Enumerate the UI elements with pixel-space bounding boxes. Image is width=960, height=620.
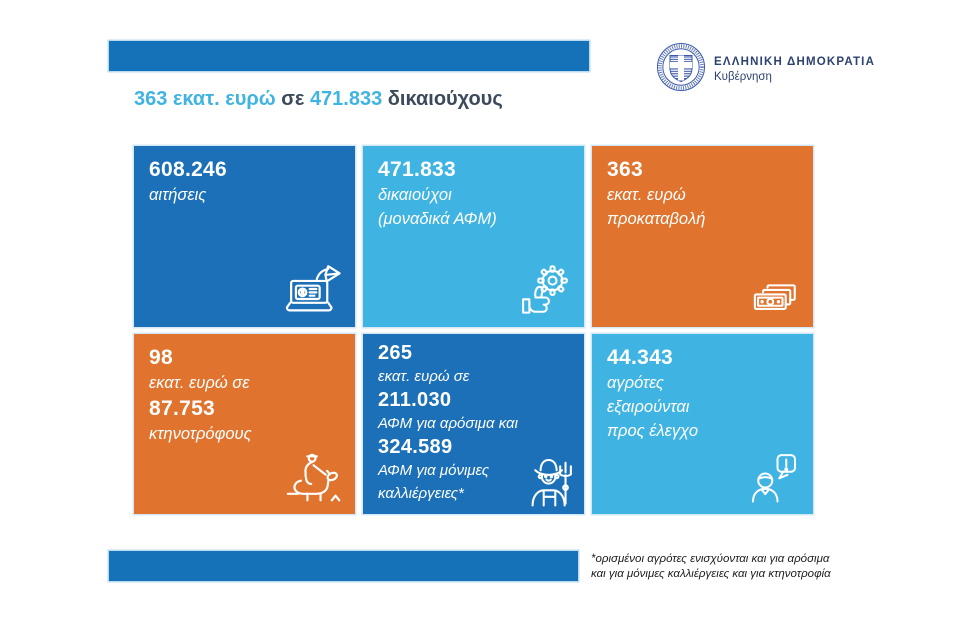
- stat-number: 44.343: [607, 346, 674, 369]
- banknotes-icon: [744, 260, 802, 318]
- stat-label: εκατ. ευρώ σε: [378, 368, 470, 385]
- top-accent-bar: [109, 41, 589, 71]
- stat-number: 98: [149, 346, 173, 369]
- stat-label: προκαταβολή: [607, 210, 706, 228]
- stat-label: εξαιρούνται: [607, 398, 690, 416]
- government-logo: [656, 42, 875, 97]
- shepherd-sheep-icon: [284, 447, 344, 505]
- stat-number: 363: [607, 158, 643, 181]
- cards-grid: [134, 146, 813, 514]
- bottom-accent-bar: [109, 551, 578, 581]
- stat-label: ΑΦΜ για μόνιμες: [378, 462, 489, 479]
- card-text: [607, 344, 803, 443]
- stat-label: εκατ. ευρώ σε: [149, 374, 250, 392]
- stat-label: εκατ. ευρώ: [607, 186, 686, 204]
- footnote: [591, 552, 831, 581]
- stat-number: 211.030: [378, 389, 452, 411]
- title-amount: 363 εκατ. ευρώ: [134, 88, 276, 110]
- stat-card-livestock-farmers: [134, 334, 355, 514]
- card-text: [607, 156, 803, 231]
- stat-label: ΑΦΜ για αρόσιμα και: [378, 415, 518, 432]
- farmer-icon: [521, 452, 578, 509]
- stat-label: δικαιούχοι: [378, 186, 452, 204]
- title-beneficiary-word: δικαιούχους: [382, 88, 503, 110]
- stat-number: 265: [378, 342, 413, 364]
- title-beneficiary-count: 471.833: [309, 88, 383, 110]
- stat-label: αιτήσεις: [149, 186, 207, 204]
- stat-number: 87.753: [149, 397, 216, 420]
- stat-card-crop-farmers: [363, 334, 584, 514]
- stat-card-audited-farmers: [592, 334, 813, 514]
- stat-label: (μοναδικά ΑΦΜ): [378, 210, 497, 228]
- person-alert-icon: [746, 449, 802, 505]
- stat-card-beneficiaries: [363, 146, 584, 327]
- laptop-application-icon: [282, 261, 344, 318]
- card-text: [378, 156, 574, 231]
- title-connector: σε: [275, 88, 310, 110]
- stat-label: κτηνοτρόφους: [149, 425, 252, 443]
- gear-approval-icon: [516, 261, 573, 318]
- stat-number: 324.589: [378, 436, 453, 458]
- stat-card-advance-payment: [592, 146, 813, 327]
- card-text: [149, 344, 345, 446]
- stat-label: καλλιέργειες*: [378, 485, 464, 502]
- footnote-line-2: και για μόνιμες καλλιέργειες και για κτηνοτροφία: [591, 567, 831, 580]
- logo-org-name: ΕΛΛΗΝΙΚΗ ΔΗΜΟΚΡΑΤΙΑ: [714, 56, 876, 68]
- stat-number: 608.246: [149, 158, 228, 181]
- page-title: [134, 88, 503, 111]
- card-text: [149, 156, 345, 207]
- greek-coat-of-arms-icon: [656, 42, 706, 97]
- footnote-line-1: *ορισμένοι αγρότες ενισχύονται και για αρόσιμα: [591, 553, 830, 565]
- stat-card-applications: [134, 146, 355, 327]
- stat-label: προς έλεγχο: [607, 422, 699, 440]
- stat-number: 471.833: [378, 158, 457, 181]
- stat-label: αγρότες: [607, 374, 664, 392]
- logo-sub-name: Κυβέρνηση: [714, 71, 772, 83]
